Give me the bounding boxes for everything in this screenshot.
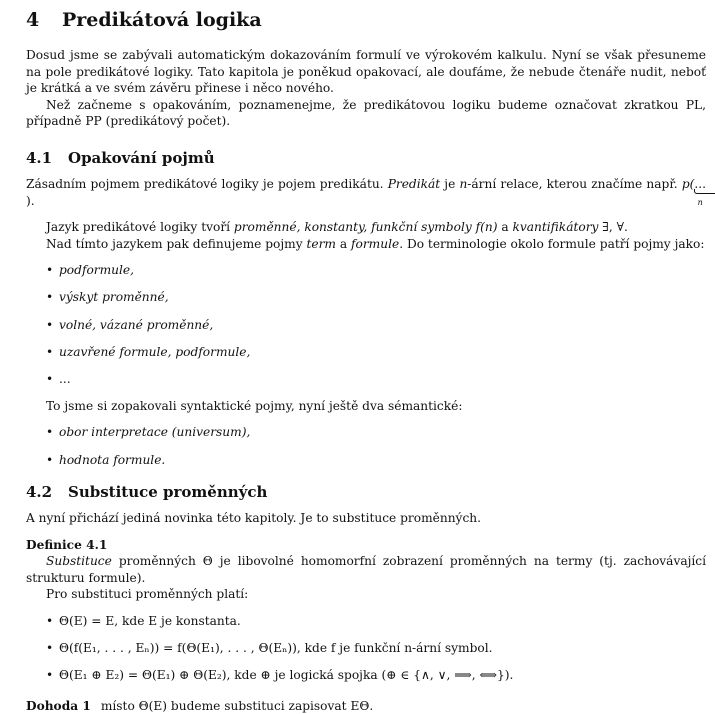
list-item: • ... <box>46 371 706 388</box>
terms-paragraph: Nad tímto jazykem pak definujeme pojmy term a formule. Do terminologie okolo formule patří pojmy jako: <box>46 236 705 251</box>
convention <box>26 698 706 714</box>
subsection-heading-2 <box>26 482 706 502</box>
section-number: 4 <box>26 9 40 31</box>
convention-text: místo Θ(E) budeme substituci zapisovat EΘ. <box>100 698 374 713</box>
semantic-list <box>26 424 706 468</box>
intro-paragraph-2: Než začneme s opakováním, poznamenejme, že predikátovou logiku budeme označovat zkratkou PL, případně PP (predikátový počet). <box>26 97 706 129</box>
list-item: • podformule, <box>46 262 706 279</box>
subsection-number: 4.2 <box>26 483 53 502</box>
substitution-list <box>26 613 706 684</box>
substitution-intro: A nyní přichází jediná novinka této kapitoly. Je to substituce proměnných. <box>26 511 481 526</box>
substitution-properties-intro: Pro substituci proměnných platí: <box>46 587 249 602</box>
list-item: • obor interpretace (universum), <box>46 424 706 441</box>
subsection-title: Opakování pojmů <box>68 148 215 167</box>
list-item: • uzavřené formule, podformule, <box>46 344 706 361</box>
intro <box>26 47 706 130</box>
list-item: • hodnota formule. <box>46 452 706 469</box>
underbrace: ... n <box>694 176 706 193</box>
list-item: • Θ(f(E₁, . . . , Eₙ)) = f(Θ(E₁), . . . , Θ(Eₙ)), kde f je funkční n-ární symbol. <box>46 640 706 657</box>
definition-text: Substituce proměnných Θ je libovolné homomorfní zobrazení proměnných na termy (tj. zachovávající strukturu formule). <box>26 554 706 585</box>
section-title: Predikátová logika <box>62 9 262 31</box>
definition-heading: Definice 4.1 <box>26 537 108 552</box>
list-item: • výskyt proměnné, <box>46 289 706 306</box>
list-item: • volné, vázané proměnné, <box>46 317 706 334</box>
semantic-paragraph: To jsme si zopakovali syntaktické pojmy, nyní ještě dva sémantické: <box>46 398 463 413</box>
language-paragraph: Jazyk predikátové logiky tvoří proměnné, konstanty, funkční symboly f(n) a kvantifikátory ∃, ∀. <box>46 220 628 235</box>
list-item: • Θ(E) = E, kde E je konstanta. <box>46 613 706 630</box>
section-heading <box>26 8 706 32</box>
page <box>26 8 706 714</box>
subsection-number: 4.1 <box>26 148 53 167</box>
intro-paragraph-1: Dosud jsme se zabývali automatickým dokazováním formulí ve výrokovém kalkulu. Nyní se však přesuneme na pole predikátové logiky. Tato kapitola je poněkud opakovací, ale doufáme, že nebude čtenáře nudit, neboť je krátká a ve svém závěru přinese i něco nového. <box>26 48 706 96</box>
syntactic-list <box>26 262 706 387</box>
subsection-heading-1 <box>26 148 706 168</box>
predicate-paragraph: Zásadním pojmem predikátové logiky je pojem predikátu. Predikát je n-ární relace, kterou značíme např. p(... n ). <box>26 176 706 209</box>
list-item: • Θ(E₁ ⊕ E₂) = Θ(E₁) ⊕ Θ(E₂), kde ⊕ je logická spojka (⊕ ∈ {∧, ∨, ⟹, ⟺}). <box>46 667 706 684</box>
convention-heading: Dohoda 1 <box>26 698 91 713</box>
subsection-title: Substituce proměnných <box>68 483 268 502</box>
